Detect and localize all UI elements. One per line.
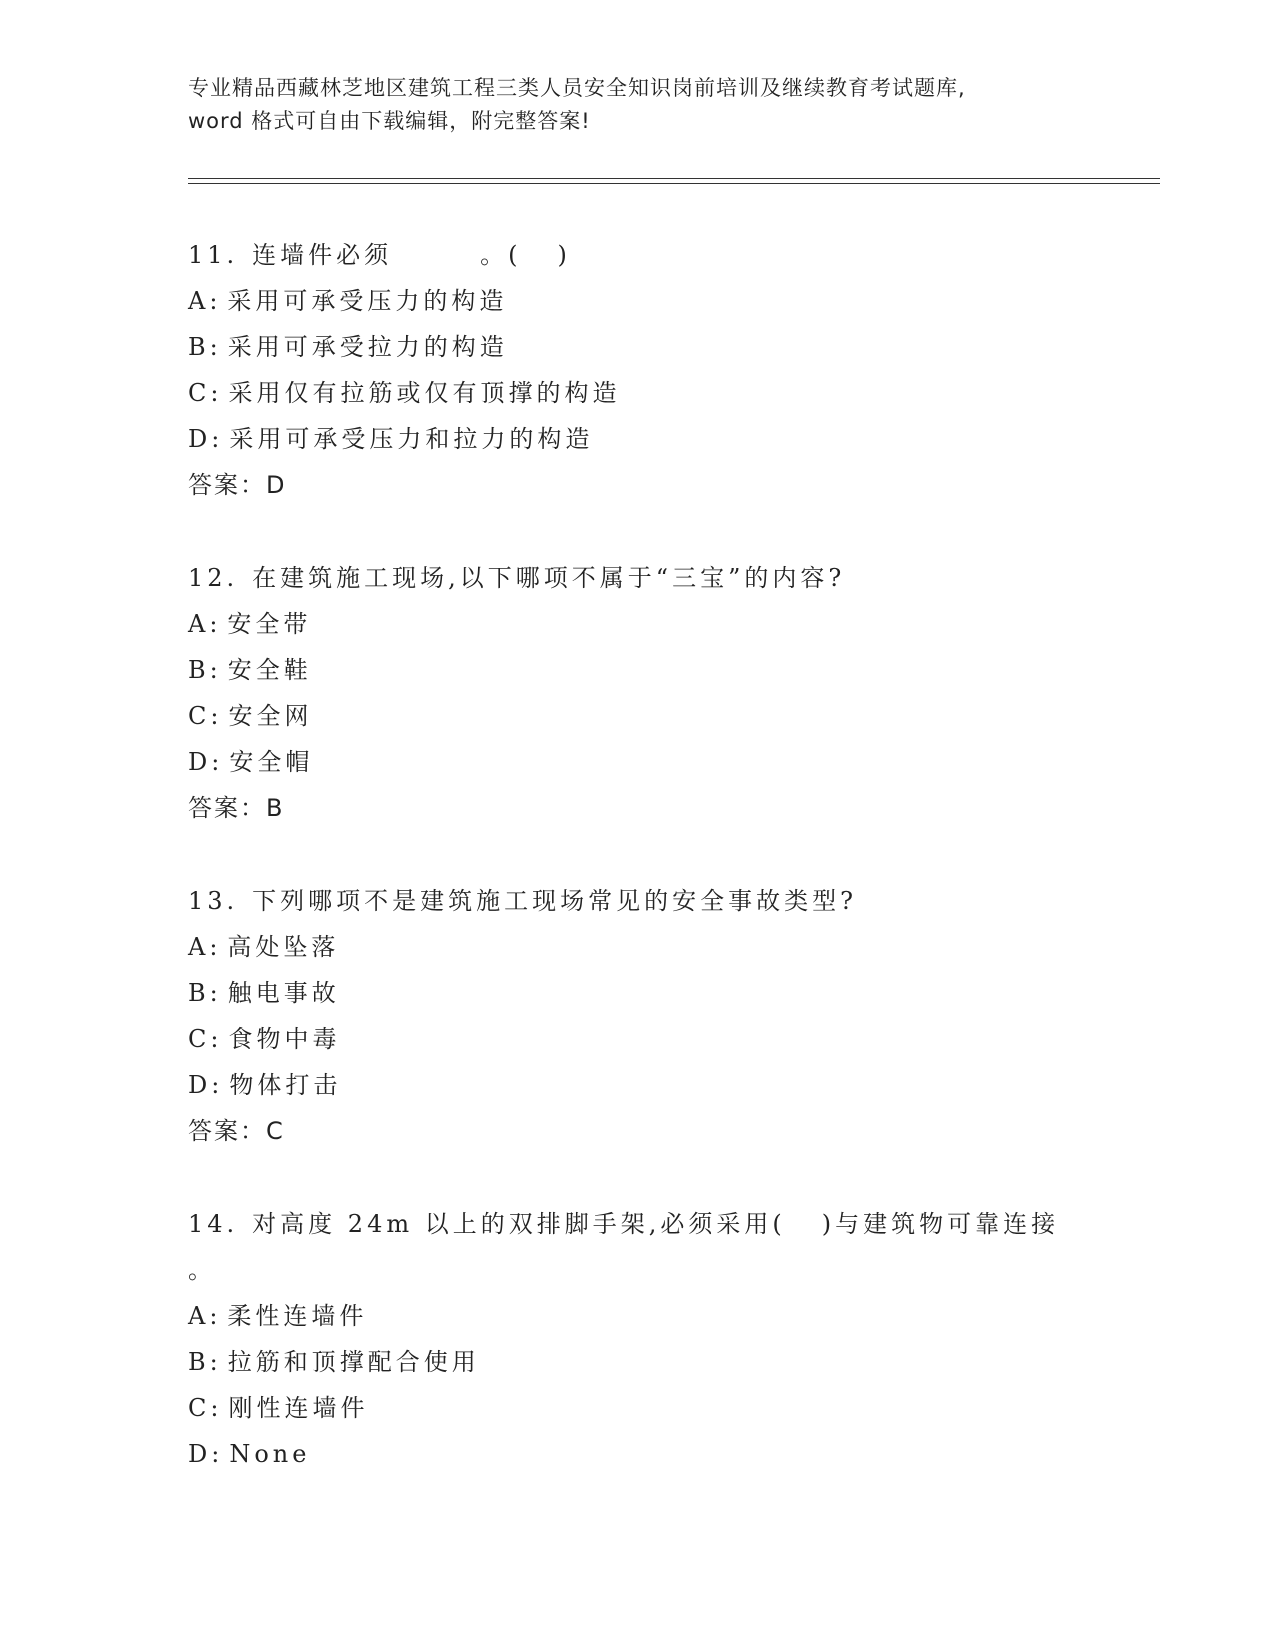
header-rule-top <box>188 178 1160 179</box>
option-text: 安全帽 <box>229 748 314 776</box>
question-text-continuation: 。 <box>188 1256 216 1284</box>
option-letter: C: <box>188 1394 223 1422</box>
option-d <box>188 1062 1148 1108</box>
option-letter: B: <box>188 979 222 1007</box>
answer-line: 答案：C <box>188 1117 285 1145</box>
option-text: 食物中毒 <box>228 1025 341 1053</box>
question-stem-end: )与建筑物可靠连接 <box>821 1210 1060 1238</box>
option-text: 拉筋和顶撑配合使用 <box>227 1348 480 1376</box>
option-text: 安全带 <box>227 610 312 638</box>
question-stem: 下列哪项不是建筑施工现场常见的安全事故类型? <box>252 887 858 915</box>
option-c <box>188 693 1148 739</box>
option-c <box>188 1385 1148 1431</box>
option-text: 高处坠落 <box>227 933 340 961</box>
option-text: 柔性连墙件 <box>227 1302 368 1330</box>
option-text: 触电事故 <box>227 979 340 1007</box>
option-a <box>188 924 1148 970</box>
option-text: 采用可承受压力的构造 <box>227 287 508 315</box>
question-number: 13. <box>188 887 239 915</box>
option-letter: C: <box>188 1025 223 1053</box>
question-stem: 对高度 24m 以上的双排脚手架,必须采用( <box>252 1210 786 1238</box>
question-number: 12. <box>188 564 239 592</box>
header-rule-bottom <box>188 183 1160 184</box>
option-a <box>188 1293 1148 1339</box>
option-b <box>188 324 1148 370</box>
option-text: None <box>229 1440 311 1468</box>
header-line-2: word 格式可自由下载编辑，附完整答案! <box>188 109 591 133</box>
option-text: 采用可承受压力和拉力的构造 <box>229 425 594 453</box>
option-letter: A: <box>188 933 222 961</box>
question-text <box>188 878 1148 924</box>
answer-line: 答案：D <box>188 471 287 499</box>
option-c <box>188 1016 1148 1062</box>
question-14 <box>188 1201 1148 1477</box>
question-stem: 在建筑施工现场,以下哪项不属于“三宝”的内容? <box>252 564 846 592</box>
option-text: 刚性连墙件 <box>228 1394 369 1422</box>
question-11 <box>188 232 1148 508</box>
option-letter: B: <box>188 1348 222 1376</box>
option-d <box>188 416 1148 462</box>
option-letter: C: <box>188 702 223 730</box>
option-a <box>188 601 1148 647</box>
option-letter: C: <box>188 379 223 407</box>
question-12 <box>188 555 1148 831</box>
question-number: 14. <box>188 1210 239 1238</box>
option-letter: D: <box>188 1440 224 1468</box>
option-letter: D: <box>188 1071 224 1099</box>
option-text: 物体打击 <box>229 1071 342 1099</box>
answer-line: 答案：B <box>188 794 285 822</box>
option-d <box>188 1431 1148 1477</box>
question-list <box>188 232 1148 1524</box>
option-text: 采用可承受拉力的构造 <box>227 333 508 361</box>
option-letter: A: <box>188 287 222 315</box>
document-header <box>188 72 1088 138</box>
option-a <box>188 278 1148 324</box>
option-letter: A: <box>188 1302 222 1330</box>
option-text: 采用仅有拉筋或仅有顶撑的构造 <box>228 379 621 407</box>
question-text <box>188 232 1148 278</box>
option-letter: B: <box>188 656 222 684</box>
question-stem-end: ) <box>557 241 571 269</box>
question-text <box>188 555 1148 601</box>
option-letter: D: <box>188 748 224 776</box>
question-stem: 连墙件必须 <box>252 241 393 269</box>
option-letter: B: <box>188 333 222 361</box>
option-text: 安全网 <box>228 702 313 730</box>
question-number: 11. <box>188 241 239 269</box>
option-b <box>188 970 1148 1016</box>
option-b <box>188 1339 1148 1385</box>
question-stem-after-blank: 。( <box>480 241 522 269</box>
option-text: 安全鞋 <box>227 656 312 684</box>
option-letter: D: <box>188 425 224 453</box>
header-line-1: 专业精品西藏林芝地区建筑工程三类人员安全知识岗前培训及继续教育考试题库, <box>188 76 966 100</box>
question-13 <box>188 878 1148 1154</box>
question-text <box>188 1201 1148 1247</box>
option-b <box>188 647 1148 693</box>
option-d <box>188 739 1148 785</box>
option-letter: A: <box>188 610 222 638</box>
option-c <box>188 370 1148 416</box>
